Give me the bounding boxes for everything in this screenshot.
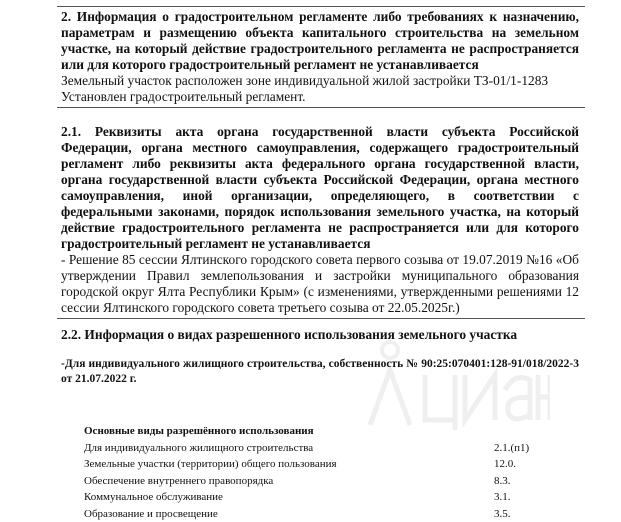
divider <box>57 107 585 108</box>
section-2-regulation-text: Установлен градостроительный регламент. <box>61 89 579 105</box>
use-code: 2.1.(п1) <box>494 440 554 457</box>
use-code: 3.1. <box>494 489 554 506</box>
section-2-2-note: -Для индивидуального жилищного строительства, собственность № 90:25:070401:128-91/018/2022-3 от 21.07.2022 г. <box>61 357 579 387</box>
use-code: 12.0. <box>494 456 554 473</box>
use-name: Обеспечение внутреннего правопорядка <box>84 473 494 490</box>
use-name: Коммунальное обслуживание <box>84 489 494 506</box>
use-code: 8.3. <box>494 473 554 490</box>
table-row <box>84 489 554 506</box>
divider <box>57 6 585 7</box>
table-row <box>84 440 554 457</box>
section-2-1-body: - Решение 85 сессии Ялтинского городского совета первого созыва от 19.07.2019 №16 «Об утверждении Правил землепользования и застройки муниципального образования городской округ Ялта Республики Крым» (с изменениями, утвержденными решениями 12 сессии Ялтинского городского совета третьего созыва от 22.05.2025г.) <box>61 252 579 316</box>
section-2-1-heading: 2.1. Реквизиты акта органа государственной власти субъекта Российской Федерации, органа местного самоуправления, содержащего градостроительный регламент либо реквизиты акта федерального органа государственной власти, органа государственной власти субъекта Российской Федерации, органа местного самоуправления, иной организации, определяющего, в соответствии с федеральными законами, порядок использования земельного участка, на который действие градостроительного регламента не распространяется или для которого градостроительный регламент не устанавливается <box>61 124 579 252</box>
divider <box>57 318 585 319</box>
use-code: 3.5. <box>494 506 554 522</box>
use-name: Земельные участки (территории) общего пользования <box>84 456 494 473</box>
section-2-heading: 2. Информация о градостроительном регламенте либо требованиях к назначению, параметрам и размещению объекта капитального строительства на земельном участке, на который действие градостроительного регламента не распространяется или для которого градостроительный регламент не устанавливается <box>61 9 579 73</box>
permitted-use-table <box>84 423 554 522</box>
use-name: Образование и просвещение <box>84 506 494 522</box>
section-2-2-heading: 2.2. Информация о видах разрешенного использования земельного участка <box>61 327 579 343</box>
use-name: Для индивидуального жилищного строительства <box>84 440 494 457</box>
table-row <box>84 473 554 490</box>
table-row <box>84 506 554 522</box>
table-header <box>84 423 554 440</box>
section-2-zone-text: Земельный участок расположен зоне индивидуальной жилой застройки ТЗ-01/1-1283 <box>61 73 579 89</box>
table-row <box>84 456 554 473</box>
table-header-label: Основные виды разрешённого использования <box>84 423 554 440</box>
